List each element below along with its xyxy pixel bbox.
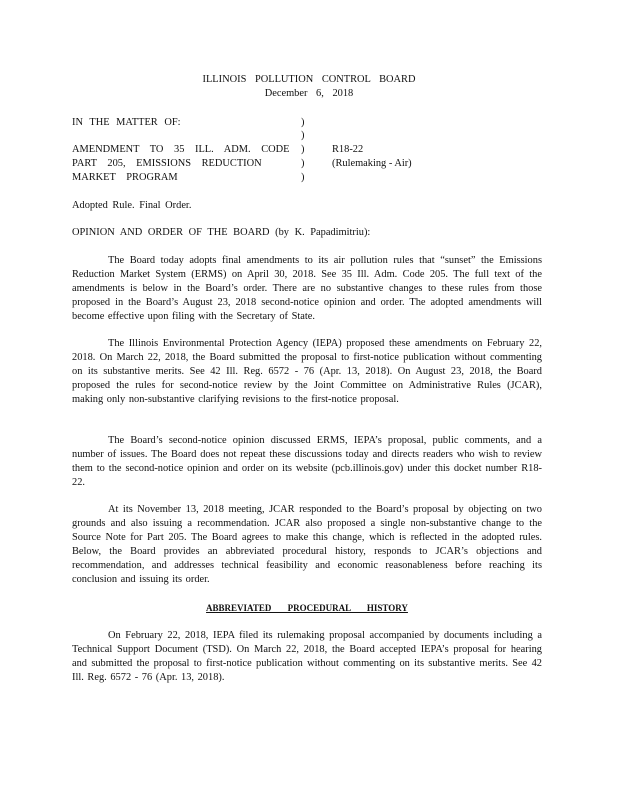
in-the-matter-label: IN THE MATTER OF:: [72, 117, 181, 128]
agency-name: ILLINOIS POLLUTION CONTROL BOARD: [202, 74, 416, 85]
adopted-rule-line: Adopted Rule. Final Order.: [72, 200, 192, 211]
body-paragraph: [72, 629, 542, 685]
caption-title-line: MARKET PROGRAM: [72, 172, 178, 183]
opinion-heading: OPINION AND ORDER OF THE BOARD (by K. Papadimitriu):: [72, 227, 371, 238]
caption-paren: ): [301, 172, 305, 183]
caption-title-line: AMENDMENT TO 35 ILL. ADM. CODE: [72, 144, 290, 155]
caption-paren: ): [301, 158, 305, 169]
caption-paren: ): [301, 144, 305, 155]
rulemaking-type: (Rulemaking - Air): [332, 158, 412, 169]
paragraph-text: The Illinois Environmental Protection Agency (IEPA) proposed these amendments on February 22, 2018. On March 22, 2018, the Board submitted the proposal to first-notice publication without commenting on its substantive merits. See 42 Ill. Reg. 6572 - 76 (Apr. 13, 2018). On August 23, 2018, the Board proposed the rules for second-notice review by the Joint Committee on Administrative Rules (JCAR), making only non-substantive clarifying revisions to the first-notice proposal.: [72, 338, 542, 405]
body-paragraph: [72, 337, 542, 407]
section-subheading: ABBREVIATED PROCEDURAL HISTORY: [206, 603, 408, 613]
caption-paren: ): [301, 117, 305, 128]
paragraph-text: At its November 13, 2018 meeting, JCAR responded to the Board’s proposal by objecting on two grounds and also issuing a recommendation. JCAR also proposed a single non-substantive change to the Source Note for Part 205. The Board agrees to make this change, which is reflected in the adopted rules. Below, the Board provides an abbreviated procedural history, responds to JCAR’s objections and recommendation, and addresses technical feasibility and economic reasonableness before reaching its conclusion and issuing its order.: [72, 504, 542, 585]
caption-title-line: PART 205, EMISSIONS REDUCTION: [72, 158, 262, 169]
paragraph-text: The Board today adopts final amendments to its air pollution rules that “sunset” the Emissions Reduction Market System (ERMS) on April 30, 2018. See 35 Ill. Adm. Code 205. The full text of the amendments is below in the Board’s order. There are no substantive changes to these rules from those proposed in the Board’s August 23, 2018 second-notice opinion and order. The adopted amendments will become effective upon filing with the Secretary of State.: [72, 255, 542, 322]
paragraph-text: The Board’s second-notice opinion discussed ERMS, IEPA’s proposal, public comments, and a number of issues. The Board does not repeat these discussions today and directs readers who wish to review them to the second-notice opinion and order on its website (pcb.illinois.gov) under this docket number R18-22.: [72, 435, 542, 488]
caption-paren: ): [301, 130, 305, 141]
body-paragraph: [72, 503, 542, 587]
body-paragraph: [72, 254, 542, 324]
docket-number: R18-22: [332, 144, 364, 155]
paragraph-text: On February 22, 2018, IEPA filed its rulemaking proposal accompanied by documents including a Technical Support Document (TSD). On March 22, 2018, the Board accepted IEPA’s proposal for hearing and submitted the proposal to first-notice publication without commenting on its substantive merits. See 42 Ill. Reg. 6572 - 76 (Apr. 13, 2018).: [72, 630, 542, 683]
order-date: December 6, 2018: [264, 88, 354, 99]
body-paragraph: [72, 434, 542, 490]
